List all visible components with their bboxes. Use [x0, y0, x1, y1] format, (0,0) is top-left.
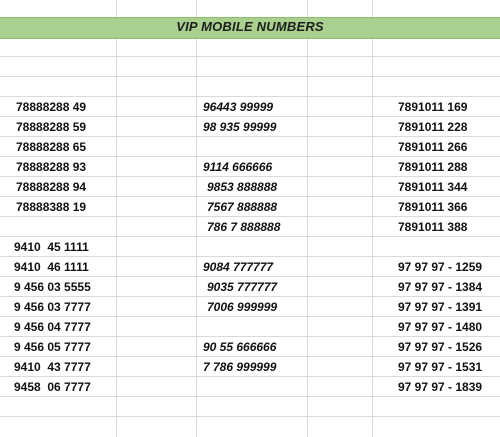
- number-cell[interactable]: 96443 99999: [203, 100, 274, 114]
- number-cell[interactable]: 97 97 97 - 1480: [398, 320, 483, 334]
- column-gridline: [196, 0, 197, 437]
- number-cell[interactable]: 97 97 97 - 1526: [398, 340, 483, 354]
- number-cell[interactable]: 97 97 97 - 1391: [398, 300, 483, 314]
- number-cell[interactable]: 7891011 344: [398, 180, 468, 194]
- number-cell[interactable]: 78888288 93: [16, 160, 87, 174]
- row-gridline: [0, 76, 500, 77]
- number-cell[interactable]: 9084 777777: [203, 260, 274, 274]
- number-cell[interactable]: 9410 45 1111: [14, 240, 89, 254]
- number-cell[interactable]: 7891011 366: [398, 200, 468, 214]
- number-cell[interactable]: 97 97 97 - 1531: [398, 360, 483, 374]
- number-cell[interactable]: 9853 888888: [207, 180, 278, 194]
- column-gridline: [116, 0, 117, 437]
- number-cell[interactable]: 97 97 97 - 1384: [398, 280, 483, 294]
- number-cell[interactable]: 78888288 49: [16, 100, 87, 114]
- number-cell[interactable]: 9035 777777: [207, 280, 278, 294]
- row-gridline: [0, 56, 500, 57]
- number-cell[interactable]: 78888288 65: [16, 140, 87, 154]
- number-cell[interactable]: 9 456 05 7777: [14, 340, 91, 354]
- number-cell[interactable]: 9 456 03 5555: [14, 280, 91, 294]
- number-cell[interactable]: 90 55 666666: [203, 340, 277, 354]
- number-cell[interactable]: 97 97 97 - 1259: [398, 260, 483, 274]
- number-cell[interactable]: 9458 06 7777: [14, 380, 91, 394]
- number-cell[interactable]: 7891011 388: [398, 220, 468, 234]
- number-cell[interactable]: 7567 888888: [207, 200, 278, 214]
- number-cell[interactable]: 786 7 888888: [207, 220, 281, 234]
- number-cell[interactable]: 7891011 266: [398, 140, 468, 154]
- row-gridline: [0, 416, 500, 417]
- number-cell[interactable]: 7891011 288: [398, 160, 468, 174]
- column-gridline: [372, 0, 373, 437]
- number-cell[interactable]: 9410 46 1111: [14, 260, 89, 274]
- number-cell[interactable]: 9114 666666: [203, 160, 273, 174]
- number-cell[interactable]: 78888388 19: [16, 200, 87, 214]
- number-cell[interactable]: 78888288 94: [16, 180, 87, 194]
- number-cell[interactable]: 9 456 03 7777: [14, 300, 91, 314]
- number-cell[interactable]: 7006 999999: [207, 300, 278, 314]
- number-cell[interactable]: 78888288 59: [16, 120, 87, 134]
- number-cell[interactable]: 9 456 04 7777: [14, 320, 91, 334]
- number-cell[interactable]: 7891011 169: [398, 100, 468, 114]
- number-cell[interactable]: 9410 43 7777: [14, 360, 91, 374]
- number-cell[interactable]: 98 935 99999: [203, 120, 277, 134]
- number-cell[interactable]: 97 97 97 - 1839: [398, 380, 483, 394]
- number-cell[interactable]: 7891011 228: [398, 120, 468, 134]
- number-cell[interactable]: 7 786 999999: [203, 360, 277, 374]
- column-gridline: [307, 0, 308, 437]
- sheet-title: VIP MOBILE NUMBERS: [176, 19, 324, 34]
